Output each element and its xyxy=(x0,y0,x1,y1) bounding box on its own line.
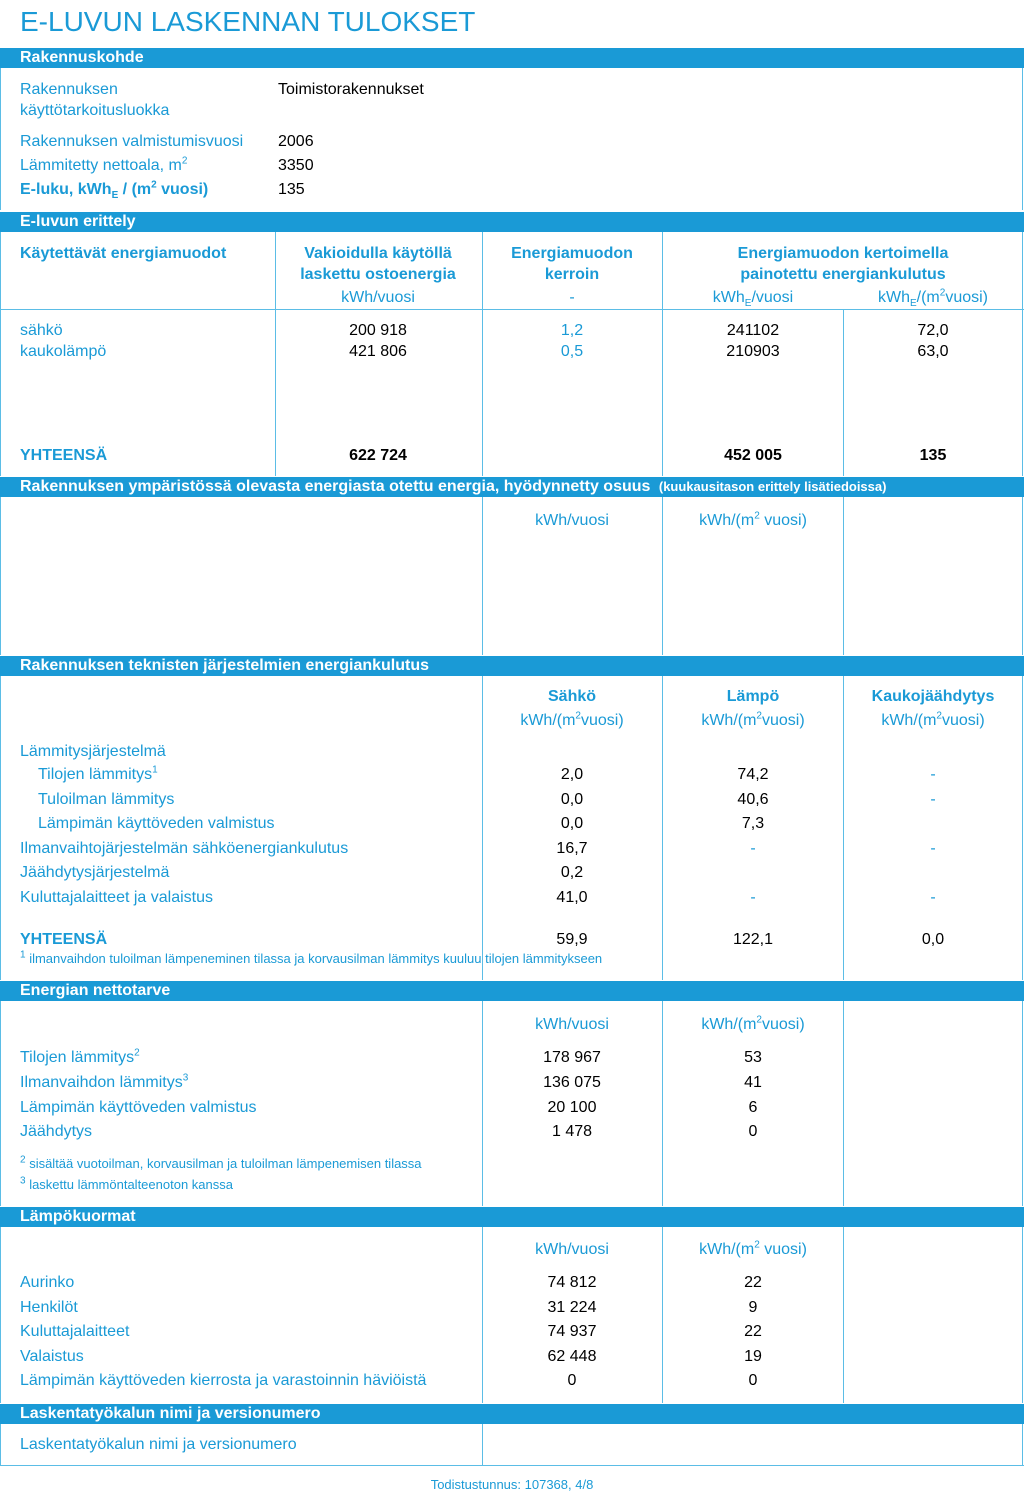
cell-kwh: 62 448 xyxy=(547,1348,597,1365)
unit-lampo: kWh/$(m^2vuosi)$ xyxy=(701,710,805,729)
cell-sahko: 0,0 xyxy=(560,815,584,832)
cell-lampo: - xyxy=(750,840,756,857)
col-divider xyxy=(843,1001,844,1206)
col-divider xyxy=(843,310,844,476)
border-left xyxy=(0,232,1,476)
cell-lampo: 40,6 xyxy=(737,791,769,808)
bottom-border xyxy=(0,1465,1024,1466)
unit-kwh-vuosi: kWh/vuosi xyxy=(535,512,609,529)
unit-kwh-vuosi: kWh/vuosi xyxy=(535,1016,609,1033)
cell-painotettu: 210903 xyxy=(726,343,780,360)
group-label-lammitys: Lämmitysjärjestelmä xyxy=(20,743,166,760)
col-header-lampo: Lämpö xyxy=(726,688,780,705)
cell-per-m2: 41 xyxy=(744,1074,762,1091)
cell-painotettu: 241102 xyxy=(726,322,780,339)
cell-per-m2: 0 xyxy=(748,1123,758,1140)
cell-ostoenergia: 421 806 xyxy=(349,343,407,360)
total-lampo: 122,1 xyxy=(732,931,774,948)
border-right xyxy=(1022,676,1023,980)
cell-kwh: 0 xyxy=(567,1372,577,1389)
col-header-sahko: Sähkö xyxy=(547,688,597,705)
border-right xyxy=(1022,1424,1023,1466)
cell-kwh: 20 100 xyxy=(547,1099,597,1116)
unit-kwh-m2-vuosi: kWh/($m^2$ vuosi) xyxy=(699,510,807,529)
row-label: Valaistus xyxy=(20,1348,84,1365)
unit-kwh-m2-vuosi: kWh/$(m^2vuosi)$ xyxy=(701,1014,805,1033)
footer-certificate-id: Todistustunnus: 107368, 4/8 xyxy=(430,1477,594,1492)
border-right xyxy=(1022,1227,1023,1403)
cell-sahko: 41,0 xyxy=(556,889,588,906)
row-label: Jäähdytysjärjestelmä xyxy=(20,864,170,881)
col-divider xyxy=(662,1001,663,1206)
cell-sahko: 0,2 xyxy=(560,864,584,881)
footnote-3: $^3$ laskettu lämmöntalteenoton kanssa xyxy=(20,1175,233,1192)
cell-per-m2: 63,0 xyxy=(917,343,949,360)
footnote-2: $^2$ sisältää vuotoilman, korvausilman ja tuloilman lämpenemisen tilassa xyxy=(20,1154,422,1171)
row-label: Aurinko xyxy=(20,1274,75,1291)
row-label: Ilmanvaihtojärjestelmän sähköenergiankulutus xyxy=(20,840,349,857)
col-header-energiamuodot: Käytettävät energiamuodot xyxy=(20,245,227,262)
row-label: kaukolämpö xyxy=(20,343,107,360)
row-label: Jäähdytys xyxy=(20,1123,93,1140)
cell-per-m2: 53 xyxy=(744,1049,762,1066)
col-divider xyxy=(662,676,663,980)
row-label: Tilojen lämmitys$^2$ xyxy=(20,1047,140,1066)
cell-kwh: 31 224 xyxy=(547,1299,597,1316)
cell-sahko: 0,0 xyxy=(560,791,584,808)
total-kauko: 0,0 xyxy=(921,931,945,948)
col-header-painotettu-2: painotettu energiankulutus xyxy=(740,266,946,283)
border-left xyxy=(0,676,1,980)
row-divider xyxy=(0,309,1024,310)
border-left xyxy=(0,1001,1,1206)
cell-kwh: 136 075 xyxy=(543,1074,601,1091)
row-label: sähkö xyxy=(20,322,63,339)
cell-per-m2: 19 xyxy=(744,1348,762,1365)
total-per-m2: 135 xyxy=(919,447,947,464)
cell-kwh: 74 937 xyxy=(547,1323,597,1340)
col-unit-ostoenergia: kWh/vuosi xyxy=(341,289,415,306)
col-unit-kerroin: - xyxy=(569,289,575,306)
cell-sahko: 16,7 xyxy=(556,840,588,857)
cell-per-m2: 22 xyxy=(744,1323,762,1340)
border-left xyxy=(0,497,1,655)
label-valmistumisvuosi: Rakennuksen valmistumisvuosi xyxy=(20,133,244,150)
border-left xyxy=(0,68,1,210)
col-header-ostoenergia-2: laskettu ostoenergia xyxy=(300,266,456,283)
section-header-erittely: E-luvun erittely xyxy=(0,212,1024,232)
cell-per-m2: 72,0 xyxy=(917,322,949,339)
border-left xyxy=(0,1227,1,1403)
col-divider xyxy=(275,232,276,476)
page-title: E-LUVUN LASKENNAN TULOKSET xyxy=(20,6,476,37)
col-divider xyxy=(843,1227,844,1403)
border-left xyxy=(0,1424,1,1466)
cell-kauko: - xyxy=(930,840,936,857)
cell-per-m2: 22 xyxy=(744,1274,762,1291)
total-painotettu: 452 005 xyxy=(724,447,782,464)
col-divider xyxy=(482,232,483,476)
col-divider xyxy=(662,497,663,655)
border-right xyxy=(1022,1001,1023,1206)
col-divider xyxy=(843,676,844,980)
section-header-rakennuskohde: Rakennuskohde xyxy=(0,48,1024,68)
border-right xyxy=(1022,232,1023,476)
row-label: Kuluttajalaitteet ja valaistus xyxy=(20,889,213,906)
row-label: Tuloilman lämmitys xyxy=(38,791,175,808)
cell-per-m2: 6 xyxy=(748,1099,758,1116)
col-divider xyxy=(662,1227,663,1403)
total-label: YHTEENSÄ xyxy=(20,447,108,464)
total-ostoenergia: 622 724 xyxy=(349,447,407,464)
col-divider xyxy=(482,497,483,655)
section-header-lampokuormat: Lämpökuormat xyxy=(0,1207,1024,1227)
cell-kwh: 1 478 xyxy=(551,1123,593,1140)
row-label: Lämpimän käyttöveden kierrosta ja varastoinnin häviöistä xyxy=(20,1372,427,1389)
cell-kwh: 178 967 xyxy=(543,1049,601,1066)
col-divider xyxy=(662,232,663,476)
cell-lampo: 7,3 xyxy=(741,815,765,832)
label-nettoala: Lämmitetty nettoala, $m^2$ xyxy=(20,155,188,174)
border-right xyxy=(1022,68,1023,210)
label-kayttotarkoitus: Rakennuksen xyxy=(20,81,118,98)
cell-per-m2: 0 xyxy=(748,1372,758,1389)
section-header-nettotarve: Energian nettotarve xyxy=(0,981,1024,1001)
unit-kwh-vuosi: kWh/vuosi xyxy=(535,1241,609,1258)
row-label: Tilojen lämmitys$^1$ xyxy=(38,764,158,783)
section-header-tekniset: Rakennuksen teknisten järjestelmien energiankulutus xyxy=(0,656,1024,676)
cell-kauko: - xyxy=(930,791,936,808)
value-eluku: 135 xyxy=(278,181,305,198)
label-kayttotarkoitus-2: käyttötarkoitusluokka xyxy=(20,102,170,119)
col-header-kerroin-2: kerroin xyxy=(544,266,600,283)
col-unit-per-m2: $kWh_E/(m^2vuosi)$ xyxy=(877,287,989,310)
col-divider xyxy=(482,1424,483,1466)
row-label: Lämpimän käyttöveden valmistus xyxy=(20,1099,257,1116)
row-label: Henkilöt xyxy=(20,1299,78,1316)
label-eluku: E-luku, $kWh_E / (m^2$ vuosi) xyxy=(20,179,209,202)
total-sahko: 59,9 xyxy=(556,931,588,948)
cell-sahko: 2,0 xyxy=(560,766,584,783)
col-divider xyxy=(482,1227,483,1403)
col-header-kerroin-1: Energiamuodon xyxy=(511,245,633,262)
col-divider xyxy=(482,1001,483,1206)
col-header-ostoenergia-1: Vakioidulla käytöllä xyxy=(304,245,452,262)
cell-ostoenergia: 200 918 xyxy=(349,322,407,339)
footnote-1: $^1$ ilmanvaihdon tuloilman lämpeneminen tilassa ja korvausilman lämmitys kuuluu tilojen lämmitykseen xyxy=(20,949,603,966)
col-unit-painotettu: kWh$_E$/vuosi xyxy=(712,289,794,310)
cell-kauko: - xyxy=(930,766,936,783)
cell-kerroin: 0,5 xyxy=(560,343,584,360)
tyokalu-label: Laskentatyökalun nimi ja versionumero xyxy=(20,1436,297,1453)
cell-kerroin: 1,2 xyxy=(560,322,584,339)
col-header-painotettu-1: Energiamuodon kertoimella xyxy=(737,245,949,262)
cell-kwh: 74 812 xyxy=(547,1274,597,1291)
col-divider xyxy=(843,497,844,655)
cell-per-m2: 9 xyxy=(748,1299,758,1316)
unit-kwh-m2-vuosi: kWh/($m^2$ vuosi) xyxy=(699,1239,807,1258)
cell-lampo: 74,2 xyxy=(737,766,769,783)
unit-sahko: kWh/$(m^2vuosi)$ xyxy=(520,710,624,729)
cell-kauko: - xyxy=(930,889,936,906)
col-header-kaukojaahdytys: Kaukojäähdytys xyxy=(871,688,995,705)
value-kayttotarkoitus: Toimistorakennukset xyxy=(278,81,424,98)
unit-kauko: kWh/$(m^2vuosi)$ xyxy=(881,710,985,729)
section-header-tyokalu: Laskentatyökalun nimi ja versionumero xyxy=(0,1404,1024,1424)
section-header-ymparisto: Rakennuksen ympäristössä olevasta energiasta otettu energia, hyödynnetty osuus (kuukausitason erittely lisätiedoissa) xyxy=(0,477,1024,497)
row-label: Ilmanvaihdon lämmitys$^3$ xyxy=(20,1072,189,1091)
total-label: YHTEENSÄ xyxy=(20,931,108,948)
cell-lampo: - xyxy=(750,889,756,906)
row-label: Kuluttajalaitteet xyxy=(20,1323,130,1340)
col-divider xyxy=(482,676,483,980)
value-valmistumisvuosi: 2006 xyxy=(278,133,314,150)
row-label: Lämpimän käyttöveden valmistus xyxy=(38,815,275,832)
value-nettoala: 3350 xyxy=(278,157,314,174)
border-right xyxy=(1022,497,1023,655)
